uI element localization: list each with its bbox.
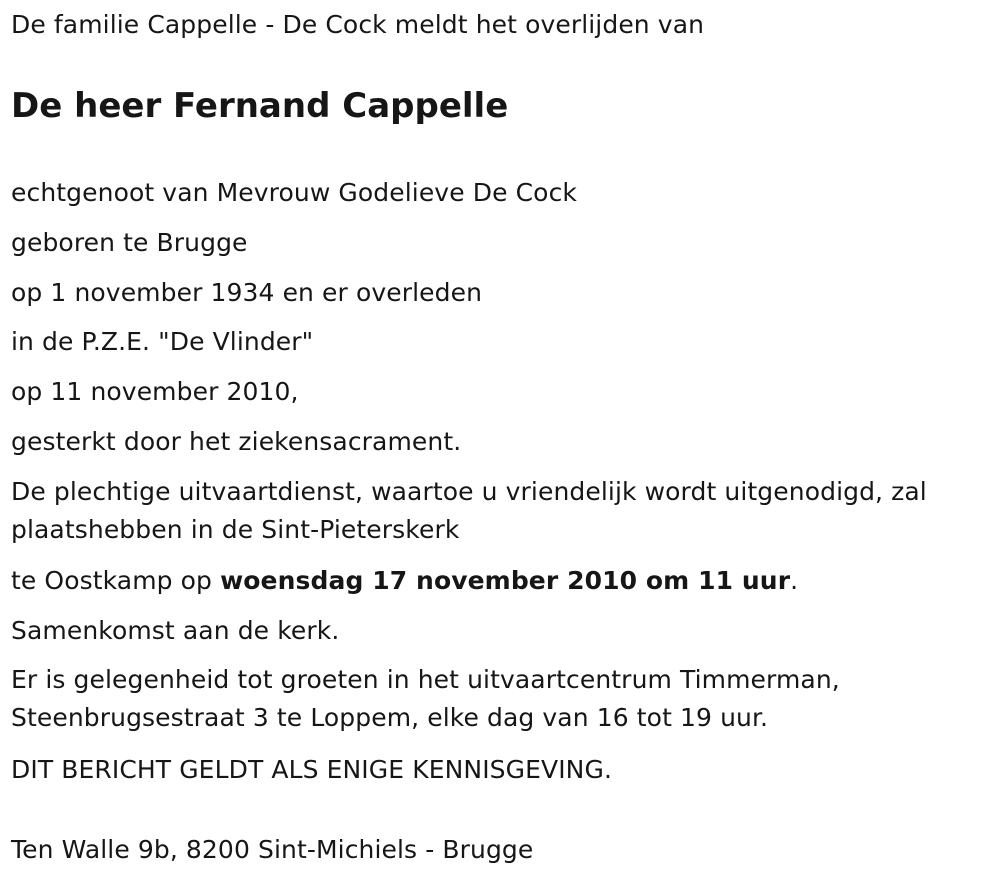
intro-text: De familie Cappelle - De Cock meldt het overlijden van bbox=[11, 10, 705, 39]
birthdate-line: op 1 november 1934 en er overleden bbox=[11, 278, 483, 307]
funeral-service-text: De plechtige uitvaartdienst, waartoe u vriendelijk wordt uitgenodigd, zal plaatshebben in de Sint-Pieterskerk bbox=[11, 477, 927, 544]
funeral-location-line bbox=[11, 562, 798, 600]
notice-line: DIT BERICHT GELDT ALS ENIGE KENNISGEVING. bbox=[11, 755, 612, 784]
location-prefix: te Oostkamp op bbox=[11, 566, 221, 595]
birthplace-line: geboren te Brugge bbox=[11, 228, 248, 257]
gathering-line: Samenkomst aan de kerk. bbox=[11, 616, 340, 645]
funeral-datetime: woensdag 17 november 2010 om 11 uur bbox=[220, 566, 791, 595]
deceased-name: De heer Fernand Cappelle bbox=[11, 86, 509, 126]
place-of-death-line: in de P.Z.E. "De Vlinder" bbox=[11, 327, 314, 356]
location-suffix: . bbox=[790, 566, 799, 595]
date-of-death-line: op 11 november 2010, bbox=[11, 377, 299, 406]
visitation-text: Er is gelegenheid tot groeten in het uitvaartcentrum Timmerman, Steenbrugsestraat 3 te Loppem, elke dag van 16 tot 19 uur. bbox=[11, 665, 840, 732]
sacrament-line: gesterkt door het ziekensacrament. bbox=[11, 427, 462, 456]
spouse-line: echtgenoot van Mevrouw Godelieve De Cock bbox=[11, 178, 577, 207]
address-line: Ten Walle 9b, 8200 Sint-Michiels - Brugge bbox=[11, 835, 534, 864]
